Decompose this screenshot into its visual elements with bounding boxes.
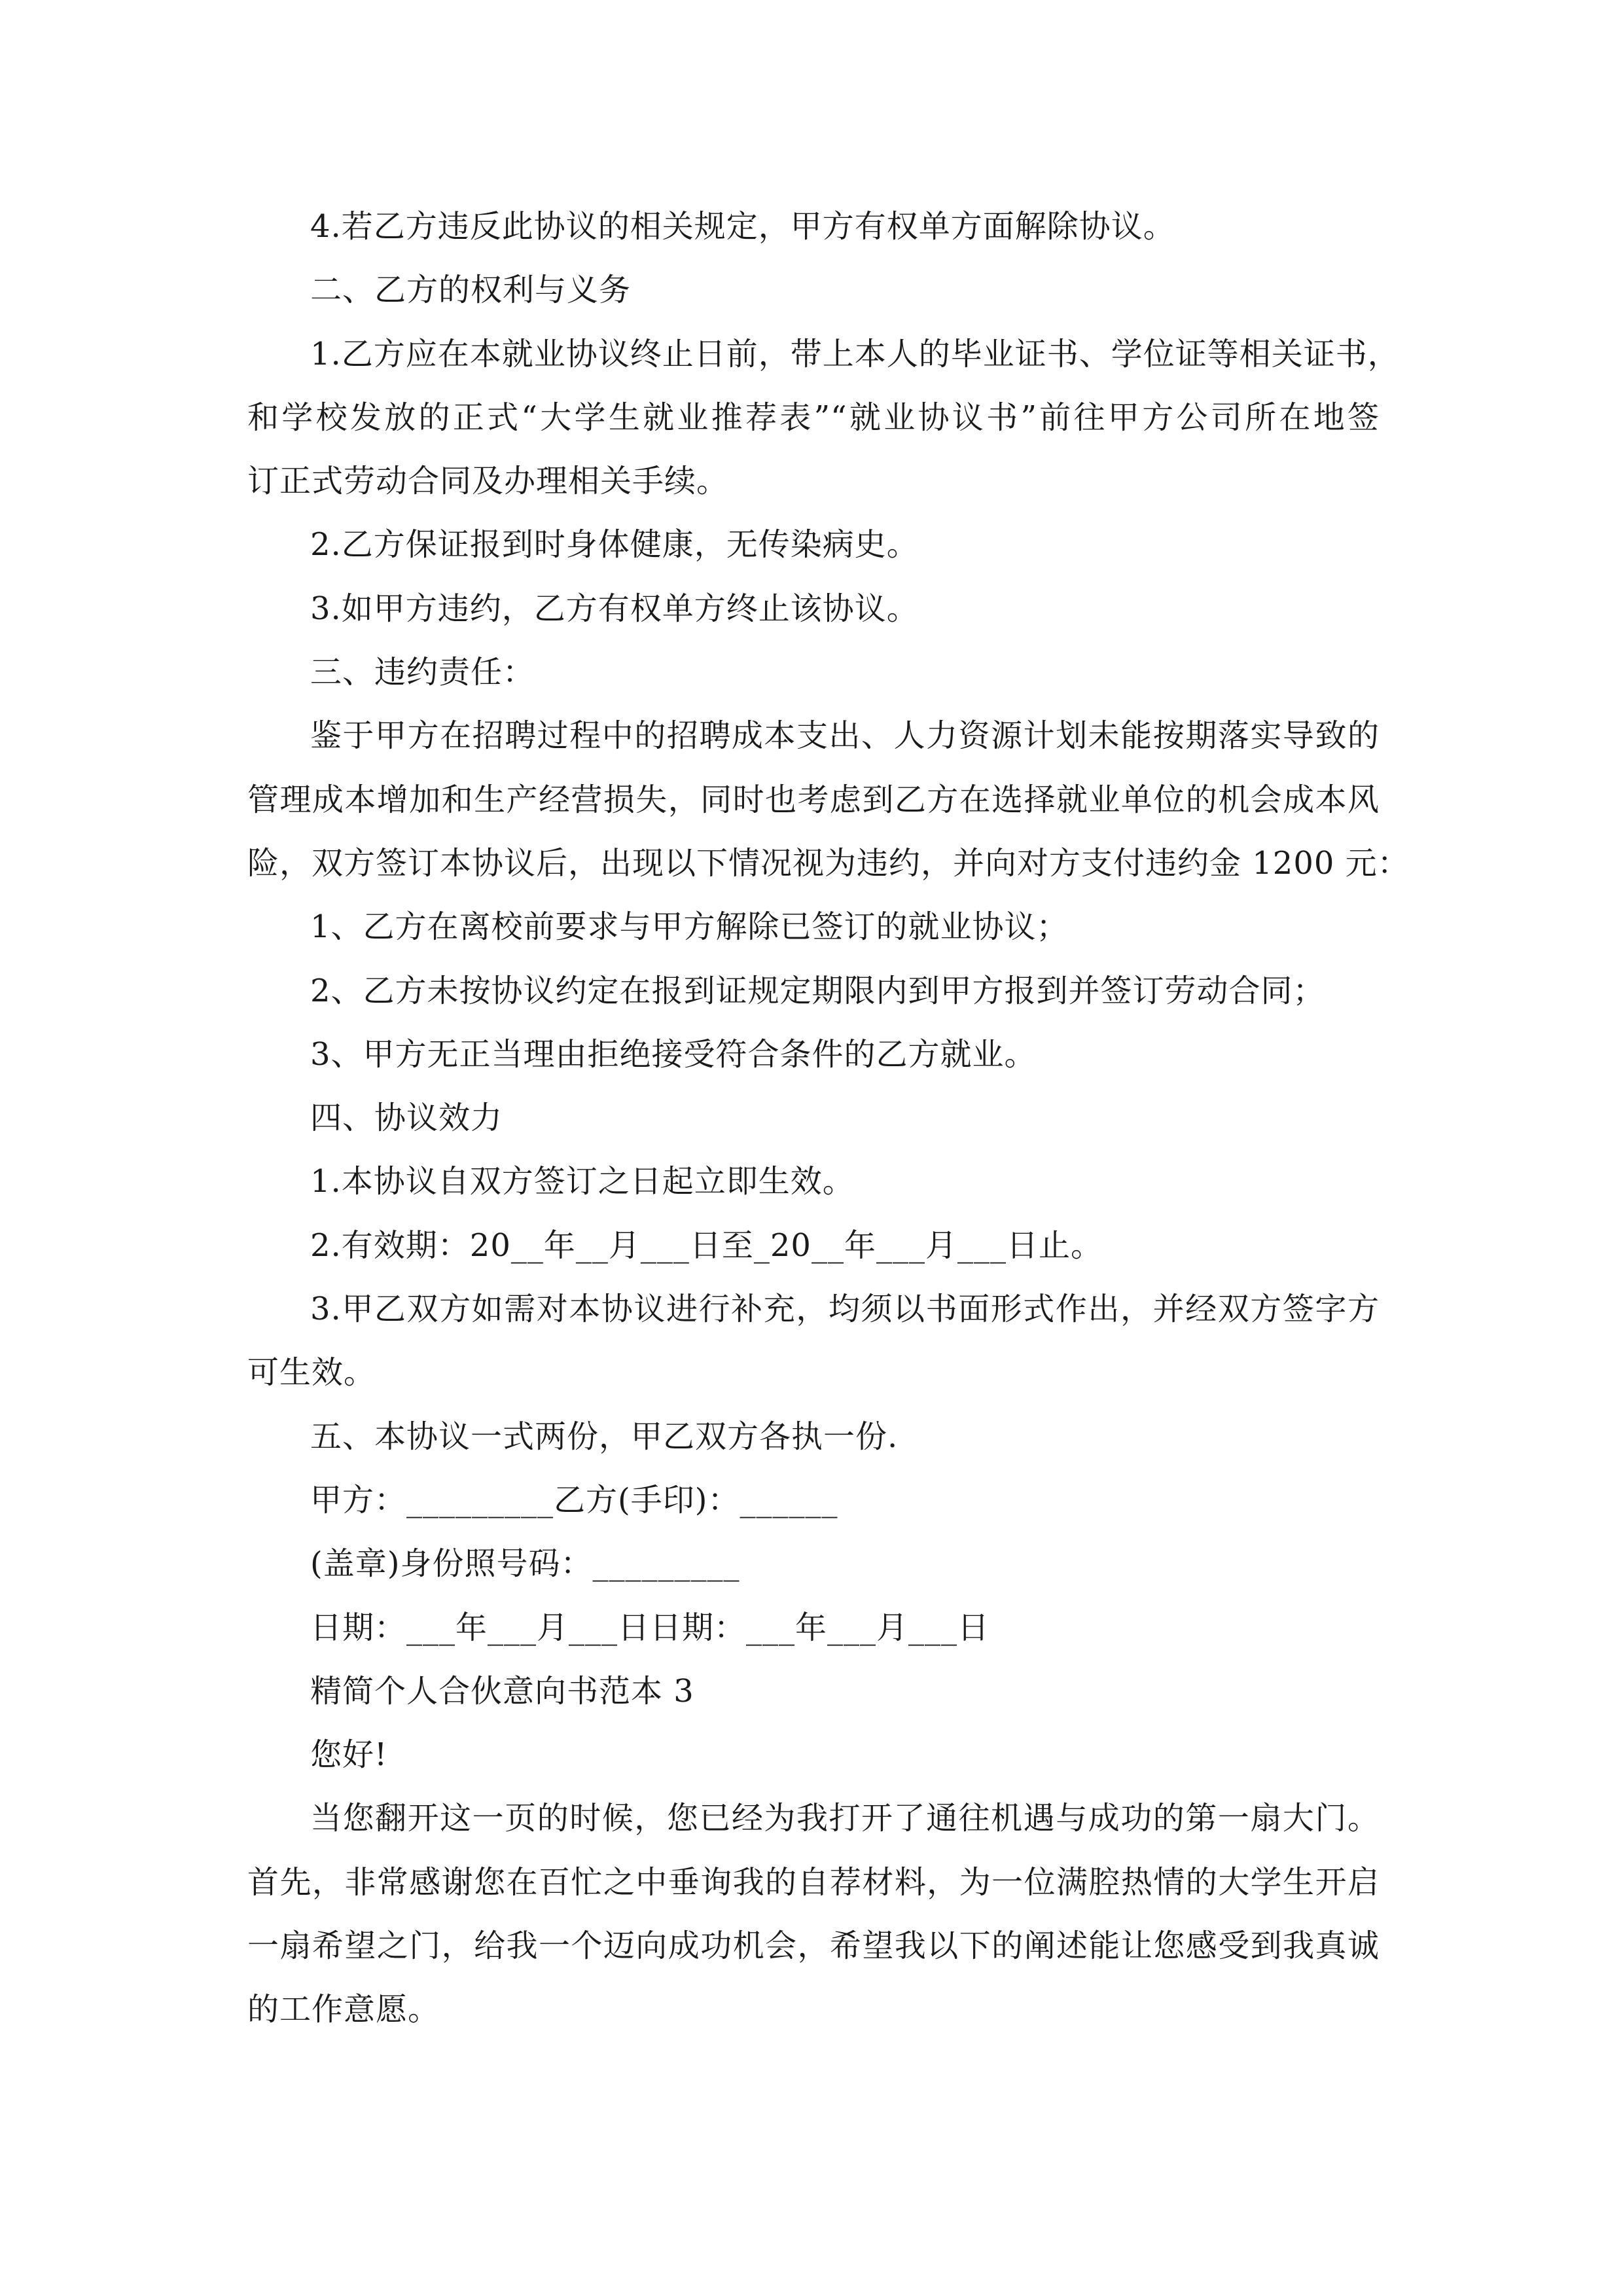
breach-paragraph-line-3: 险，双方签订本协议后，出现以下情况视为违约，并向对方支付违约金 1200 元： bbox=[247, 844, 1410, 882]
section-3-heading: 三、违约责任： bbox=[310, 654, 535, 691]
clause-2-1-line-3: 订正式劳动合同及办理相关手续。 bbox=[247, 463, 729, 500]
section-2-heading: 二、乙方的权利与义务 bbox=[310, 272, 632, 309]
clause-4-3-line-2: 可生效。 bbox=[247, 1354, 376, 1391]
clause-4-termination: 4.若乙方违反此协议的相关规定，甲方有权单方面解除协议。 bbox=[310, 208, 1175, 245]
clause-2-2: 2.乙方保证报到时身体健康，无传染病史。 bbox=[310, 526, 919, 564]
section-4-heading: 四、协议效力 bbox=[310, 1100, 503, 1137]
letter-paragraph-line-4: 的工作意愿。 bbox=[247, 1991, 440, 2028]
breach-item-3: 3、甲方无正当理由拒绝接受符合条件的乙方就业。 bbox=[310, 1035, 1037, 1073]
greeting: 您好! bbox=[310, 1736, 388, 1774]
signature-line: 甲方：_________乙方(手印)：______ bbox=[310, 1481, 838, 1518]
clause-4-3-line-1: 3.甲乙双方如需对本协议进行补充，均须以书面形式作出，并经双方签字方 bbox=[310, 1291, 1380, 1328]
clause-4-1: 1.本协议自双方签订之日起立即生效。 bbox=[310, 1163, 855, 1200]
breach-item-1: 1、乙方在离校前要求与甲方解除已签订的就业协议； bbox=[310, 908, 1069, 946]
document-body bbox=[247, 195, 1410, 2042]
clause-4-2-validity: 2.有效期：20__年__月___日至_20__年___月___日止。 bbox=[310, 1227, 1103, 1264]
clause-2-3: 3.如甲方违约，乙方有权单方终止该协议。 bbox=[310, 590, 919, 627]
clause-2-1-line-1: 1.乙方应在本就业协议终止日前，带上本人的毕业证书、学位证等相关证书， bbox=[310, 335, 1400, 372]
letter-paragraph-line-2: 首先，非常感谢您在百忙之中垂询我的自荐材料，为一位满腔热情的大学生开启 bbox=[247, 1863, 1380, 1901]
stamp-id-line: (盖章)身份照号码：_________ bbox=[310, 1545, 740, 1583]
letter-paragraph-line-1: 当您翻开这一页的时候，您已经为我打开了通往机遇与成功的第一扇大门。 bbox=[310, 1800, 1380, 1837]
clause-2-1-line-2: 和学校发放的正式“大学生就业推荐表”“就业协议书”前往甲方公司所在地签 bbox=[247, 399, 1380, 436]
template-3-title: 精简个人合伙意向书范本 3 bbox=[310, 1672, 694, 1710]
breach-paragraph-line-2: 管理成本增加和生产经营损失，同时也考虑到乙方在选择就业单位的机会成本风 bbox=[247, 781, 1380, 818]
breach-paragraph-line-1: 鉴于甲方在招聘过程中的招聘成本支出、人力资源计划未能按期落实导致的 bbox=[310, 717, 1380, 755]
letter-paragraph-line-3: 一扇希望之门，给我一个迈向成功机会，希望我以下的阐述能让您感受到我真诚 bbox=[247, 1928, 1380, 1965]
section-5: 五、本协议一式两份，甲乙双方各执一份. bbox=[310, 1418, 899, 1455]
date-line: 日期：___年___月___日日期：___年___月___日 bbox=[310, 1609, 990, 1646]
breach-item-2: 2、乙方未按协议约定在报到证规定期限内到甲方报到并签订劳动合同； bbox=[310, 972, 1325, 1009]
